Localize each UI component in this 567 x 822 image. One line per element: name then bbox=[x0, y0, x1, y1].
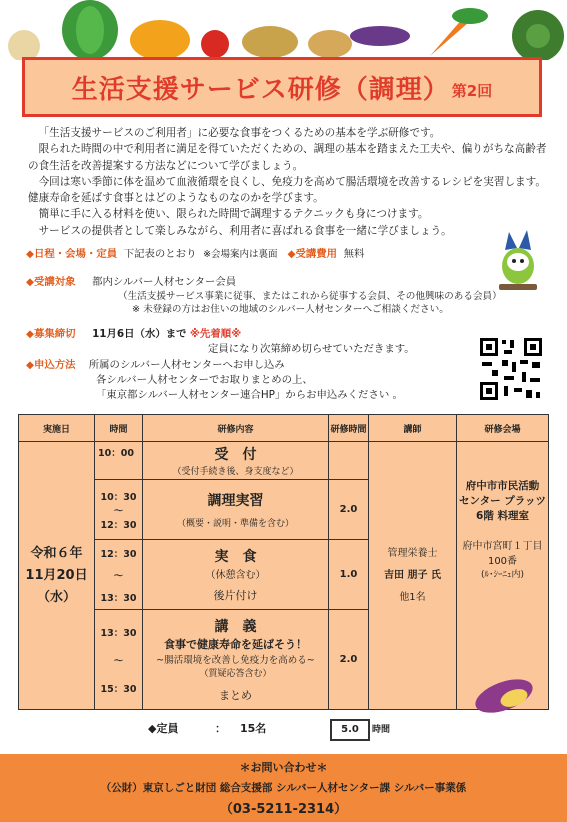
target-info bbox=[26, 275, 236, 289]
date-era: 令和６年 bbox=[30, 545, 83, 561]
lecturer-role: 管理栄養士 bbox=[387, 547, 438, 559]
time-start: 12：30 bbox=[100, 548, 137, 560]
time-start: 13：30 bbox=[100, 627, 137, 639]
schedule-label: ◆日程・会場・定員 bbox=[26, 248, 118, 260]
sweet-potato-icon bbox=[470, 670, 540, 716]
header-date: 実施日 bbox=[19, 415, 95, 442]
venue-name2: センター プラッツ bbox=[458, 495, 547, 507]
time-slot-1: 10：00 bbox=[95, 442, 143, 480]
cooking-note: （概要・説明・準備を含む） bbox=[176, 519, 294, 529]
deadline-label: ◆募集締切 bbox=[26, 328, 76, 340]
target-note2: ※ 未登録の方はお住いの地域のシルバー人材センターへご相談ください。 bbox=[132, 304, 449, 315]
target-note1: （生活支援サービス事業に従事、またはこれから従事する会員、その他興味のある会員） bbox=[118, 291, 502, 302]
target-value: 都内シルバー人材センター会員 bbox=[92, 276, 237, 288]
capacity-separator: ： bbox=[215, 722, 226, 735]
contact-phone[interactable]: （03-5211-2314） bbox=[219, 802, 348, 817]
intro-line: サービスの提供者として楽しみながら、利用者に喜ばれる食事を一緒に学びましょう。 bbox=[38, 224, 452, 237]
table-row bbox=[19, 442, 549, 480]
capacity-value: 15名 bbox=[240, 722, 267, 735]
table-header-row bbox=[19, 415, 549, 442]
title-banner bbox=[22, 57, 542, 117]
apply-line1: 所属のシルバー人材センターへお申し込み bbox=[88, 359, 285, 371]
venue-name3: 6階 料理室 bbox=[476, 510, 529, 522]
capacity-label: ◆定員 bbox=[148, 722, 179, 735]
qr-code-icon[interactable] bbox=[478, 336, 544, 402]
time-slot-2 bbox=[95, 480, 143, 540]
schedule-table bbox=[18, 414, 549, 710]
lecture-theme: 食事で健康寿命を延ばそう！ bbox=[164, 638, 307, 651]
total-hours: 5.0 bbox=[330, 719, 370, 741]
time-slot-4 bbox=[95, 610, 143, 710]
deadline-value: 11月6日（水）まで bbox=[92, 328, 187, 340]
total-hours-unit: 時間 bbox=[372, 725, 391, 735]
cooking-title: 調理実習 bbox=[207, 493, 264, 509]
lecture-note: （質疑応答含む） bbox=[199, 669, 272, 679]
contact-organization: （公財）東京しごと財団 総合支援部 シルバー人材センター課 シルバー事業係 bbox=[100, 782, 467, 794]
cleanup-label: 後片付け bbox=[213, 589, 258, 602]
summary-label: まとめ bbox=[219, 689, 252, 702]
time-start: 10：30 bbox=[100, 491, 137, 503]
content-eating bbox=[143, 540, 329, 610]
date-day: 11月20日 bbox=[25, 567, 88, 583]
hours-eating: 1.0 bbox=[329, 540, 369, 610]
deadline-note: 定員になり次第締め切らせていただきます。 bbox=[208, 343, 415, 355]
inquiry-heading: ＊お問い合わせ＊ bbox=[239, 761, 328, 774]
fee-value: 無料 bbox=[343, 248, 365, 260]
apply-line2: 各シルバー人材センターでお取りまとめの上、 bbox=[96, 374, 313, 386]
intro-line: 簡単に手に入る材料を使い、限られた時間で調理するテクニックも身につけます。 bbox=[38, 208, 429, 221]
intro-line: 今回は寒い季節に体を温めて血液循環を良くし、免疫力を高めて腸活環境を改善するレシピを実習します。健康寿命を延ばす食事とはどのようなものなのかを学びます。 bbox=[28, 175, 546, 205]
lecture-subtheme: ~腸活環境を改善し免疫力を高める~ bbox=[156, 655, 315, 666]
lecturer-others: 他1名 bbox=[399, 591, 426, 603]
time-sep: ～ bbox=[113, 570, 124, 582]
date-cell bbox=[19, 442, 95, 710]
first-come-note: ※先着順※ bbox=[189, 328, 242, 340]
intro-text bbox=[28, 125, 548, 239]
venue-name1: 府中市市民活動 bbox=[465, 480, 540, 492]
time-sep: ～ bbox=[113, 655, 124, 667]
lecture-title: 講 義 bbox=[214, 619, 257, 635]
venue-addr3: (ﾙ･ｼｰﾆｭ内) bbox=[480, 570, 525, 580]
mascot-icon bbox=[487, 230, 549, 292]
page-title: 生活支援サービス研修（調理） bbox=[71, 74, 450, 105]
time-slot-3 bbox=[95, 540, 143, 610]
apply-line3: 「東京都シルバー人材センター連合HP」からお申込みください 。 bbox=[96, 389, 403, 401]
content-reception bbox=[143, 442, 329, 480]
header-venue: 研修会場 bbox=[457, 415, 549, 442]
time-end: 13：30 bbox=[100, 592, 137, 604]
deadline-info bbox=[26, 327, 241, 341]
header-content: 研修内容 bbox=[143, 415, 329, 442]
content-lecture bbox=[143, 610, 329, 710]
header-time: 時間 bbox=[95, 415, 143, 442]
header-lecturer: 講師 bbox=[369, 415, 457, 442]
lecturer-name: 吉田 朋子 氏 bbox=[384, 569, 441, 581]
target-label: ◆受講対象 bbox=[26, 276, 76, 288]
schedule-value: 下記表のとおり bbox=[123, 248, 197, 260]
hours-cooking: 2.0 bbox=[329, 480, 369, 540]
reception-title: 受 付 bbox=[214, 447, 257, 463]
time-end: 15：30 bbox=[100, 683, 137, 695]
reception-note: （受付手続き後、身支度など） bbox=[172, 467, 299, 477]
fee-label: ◆受講費用 bbox=[287, 248, 338, 260]
apply-label: ◆申込方法 bbox=[26, 359, 76, 371]
eating-note: （休憩含む） bbox=[205, 570, 266, 581]
venue-addr1: 府中市宮町１丁目 bbox=[462, 541, 543, 552]
apply-info bbox=[26, 358, 285, 372]
venue-addr2: 100番 bbox=[487, 556, 518, 567]
content-cooking bbox=[143, 480, 329, 540]
intro-line: 限られた時間の中で利用者に満足を得ていただくための、調理の基本を踏まえた工夫や、偏りがちな高齢者の食生活を改善提案する方法などについて学びましょう。 bbox=[28, 143, 547, 172]
schedule-info bbox=[26, 247, 364, 262]
header-hours: 研修時間 bbox=[329, 415, 369, 442]
date-weekday: （水） bbox=[36, 589, 76, 605]
time-sep: ～ bbox=[113, 505, 124, 517]
schedule-note: ※会場案内は裏面 bbox=[203, 249, 278, 260]
eating-title: 実 食 bbox=[214, 549, 257, 565]
vegetable-illustration bbox=[0, 0, 567, 60]
session-number: 第2回 bbox=[451, 81, 493, 100]
time-end: 12：30 bbox=[100, 519, 137, 531]
contact-footer bbox=[0, 754, 567, 822]
hours-lecture: 2.0 bbox=[329, 610, 369, 710]
lecturer-cell bbox=[369, 442, 457, 710]
hours-cell-1 bbox=[329, 442, 369, 480]
intro-line: 「生活支援サービスのご利用者」に必要な食事をつくるための基本を学ぶ研修です。 bbox=[38, 127, 441, 139]
